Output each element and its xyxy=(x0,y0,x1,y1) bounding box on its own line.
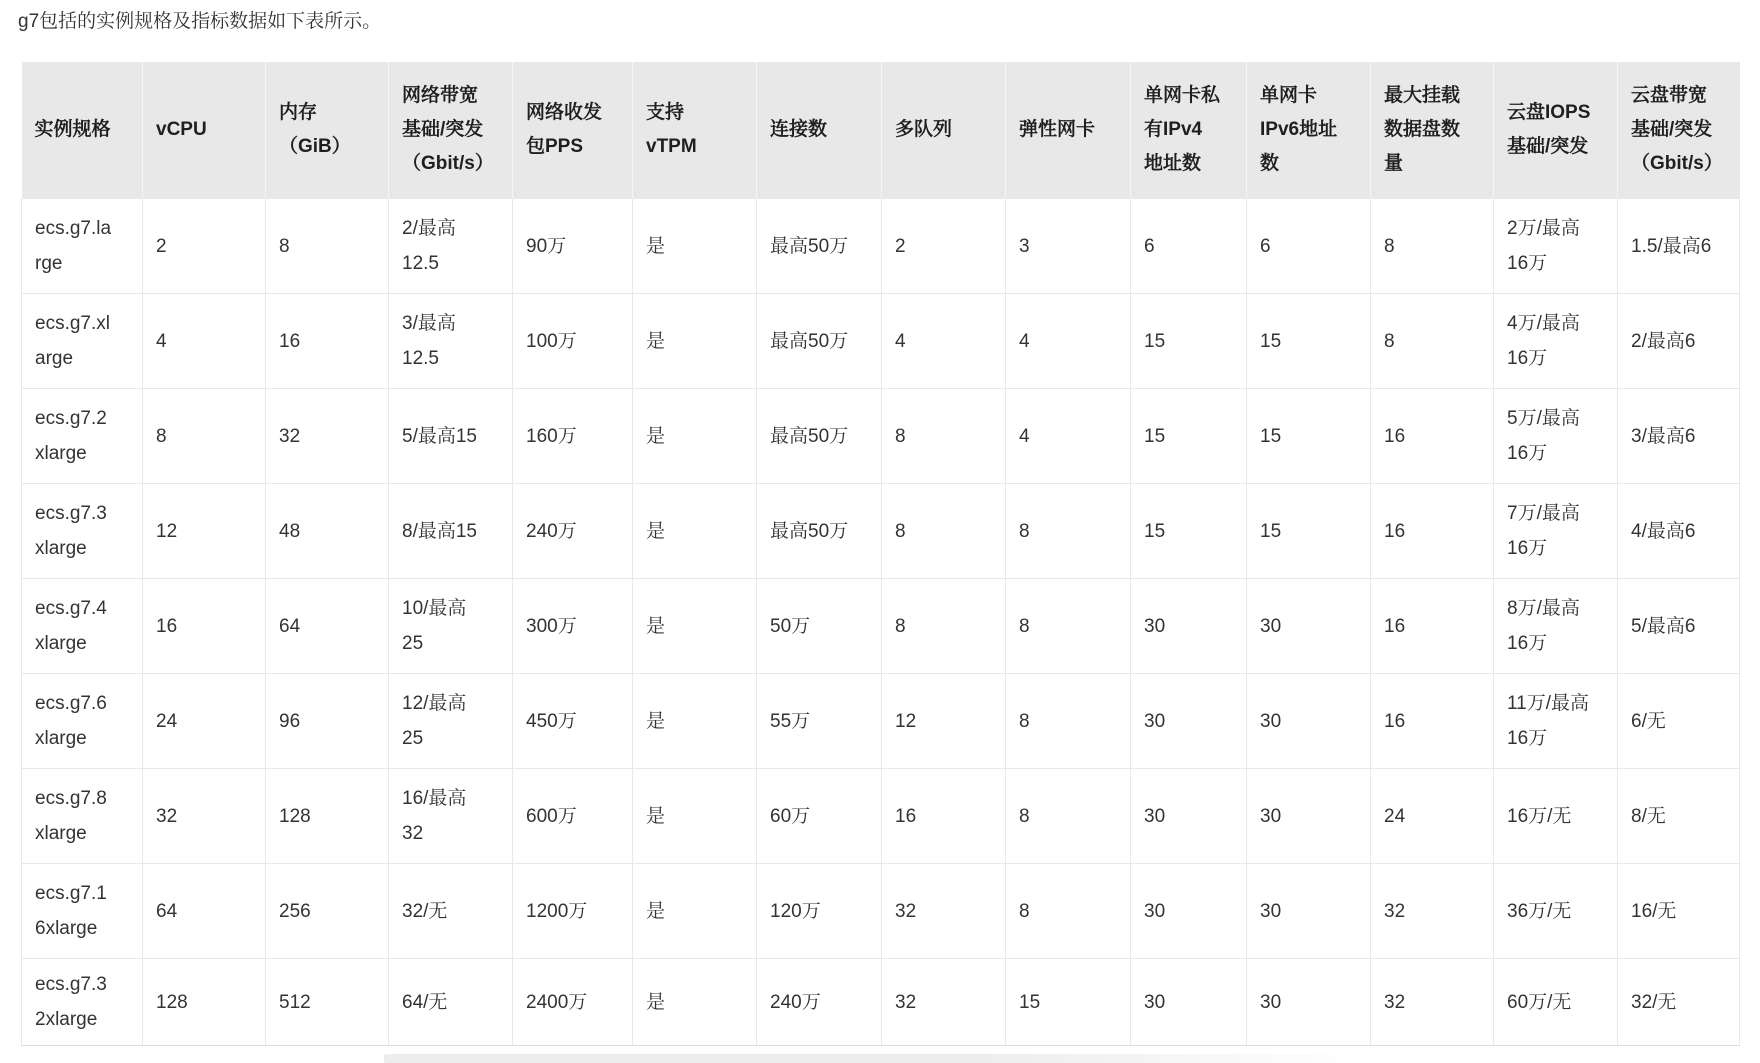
column-header: 最大挂载数据盘数量 xyxy=(1371,62,1494,199)
table-cell: 8/无 xyxy=(1618,769,1740,864)
table-cell: 256 xyxy=(266,864,389,959)
table-cell: 4 xyxy=(1006,389,1131,484)
table-cell: 48 xyxy=(266,484,389,579)
table-cell: 15 xyxy=(1006,959,1131,1046)
table-cell: 8 xyxy=(1006,484,1131,579)
table-cell: 是 xyxy=(633,864,757,959)
table-cell: 最高50万 xyxy=(757,199,882,294)
table-cell: 12 xyxy=(882,674,1006,769)
table-cell: 120万 xyxy=(757,864,882,959)
table-cell: 30 xyxy=(1247,674,1371,769)
table-cell: 160万 xyxy=(513,389,633,484)
table-row xyxy=(22,294,1740,389)
table-cell: 32 xyxy=(882,864,1006,959)
table-cell: 15 xyxy=(1247,389,1371,484)
instance-type-cell: ecs.g7.2xlarge xyxy=(22,389,143,484)
header-row xyxy=(22,62,1740,199)
table-cell: 32 xyxy=(143,769,266,864)
table-cell: 50万 xyxy=(757,579,882,674)
table-cell: 是 xyxy=(633,674,757,769)
table-row xyxy=(22,484,1740,579)
table-cell: 15 xyxy=(1247,294,1371,389)
table-cell: 16 xyxy=(143,579,266,674)
table-cell: 4/最高6 xyxy=(1618,484,1740,579)
table-cell: 600万 xyxy=(513,769,633,864)
column-header: vCPU xyxy=(143,62,266,199)
table-cell: 3/最高12.5 xyxy=(389,294,513,389)
table-cell: 30 xyxy=(1131,959,1247,1046)
table-cell: 8 xyxy=(1006,674,1131,769)
table-cell: 最高50万 xyxy=(757,484,882,579)
table-cell: 96 xyxy=(266,674,389,769)
table-cell: 24 xyxy=(143,674,266,769)
table-cell: 最高50万 xyxy=(757,294,882,389)
table-cell: 30 xyxy=(1247,864,1371,959)
instance-type-cell: ecs.g7.large xyxy=(22,199,143,294)
table-cell: 8/最高15 xyxy=(389,484,513,579)
table-cell: 8 xyxy=(882,484,1006,579)
table-cell: 7万/最高16万 xyxy=(1494,484,1618,579)
table-cell: 2400万 xyxy=(513,959,633,1046)
column-header: 网络带宽基础/突发（Gbit/s） xyxy=(389,62,513,199)
table-cell: 16 xyxy=(1371,674,1494,769)
column-header: 多队列 xyxy=(882,62,1006,199)
table-row xyxy=(22,579,1740,674)
table-cell: 30 xyxy=(1247,579,1371,674)
table-cell: 16/最高32 xyxy=(389,769,513,864)
table-row xyxy=(22,199,1740,294)
table-cell: 16 xyxy=(882,769,1006,864)
table-cell: 12 xyxy=(143,484,266,579)
table-cell: 是 xyxy=(633,959,757,1046)
instance-type-cell: ecs.g7.8xlarge xyxy=(22,769,143,864)
table-cell: 8 xyxy=(1371,199,1494,294)
table-header xyxy=(22,62,1740,199)
table-cell: 是 xyxy=(633,294,757,389)
table-cell: 15 xyxy=(1131,484,1247,579)
table-cell: 16 xyxy=(1371,389,1494,484)
table-cell: 8 xyxy=(1006,769,1131,864)
table-cell: 8 xyxy=(882,389,1006,484)
table-cell: 3 xyxy=(1006,199,1131,294)
table-cell: 6 xyxy=(1131,199,1247,294)
table-cell: 8 xyxy=(1371,294,1494,389)
table-cell: 64/无 xyxy=(389,959,513,1046)
table-cell: 是 xyxy=(633,199,757,294)
table-row xyxy=(22,864,1740,959)
table-cell: 15 xyxy=(1131,294,1247,389)
column-header: 实例规格 xyxy=(22,62,143,199)
table-cell: 2/最高12.5 xyxy=(389,199,513,294)
table-cell: 5万/最高16万 xyxy=(1494,389,1618,484)
table-cell: 128 xyxy=(143,959,266,1046)
table-cell: 8 xyxy=(1006,864,1131,959)
table-cell: 30 xyxy=(1131,769,1247,864)
table-cell: 128 xyxy=(266,769,389,864)
table-cell: 64 xyxy=(143,864,266,959)
table-cell: 6 xyxy=(1247,199,1371,294)
table-cell: 60万/无 xyxy=(1494,959,1618,1046)
table-cell: 16/无 xyxy=(1618,864,1740,959)
column-header: 单网卡IPv6地址数 xyxy=(1247,62,1371,199)
instance-type-cell: ecs.g7.16xlarge xyxy=(22,864,143,959)
table-cell: 90万 xyxy=(513,199,633,294)
table-cell: 512 xyxy=(266,959,389,1046)
table-cell: 240万 xyxy=(757,959,882,1046)
table-cell: 30 xyxy=(1131,864,1247,959)
column-header: 云盘带宽基础/突发（Gbit/s） xyxy=(1618,62,1740,199)
table-cell: 8 xyxy=(266,199,389,294)
table-cell: 8万/最高16万 xyxy=(1494,579,1618,674)
table-cell: 15 xyxy=(1247,484,1371,579)
table-cell: 64 xyxy=(266,579,389,674)
table-cell: 32/无 xyxy=(1618,959,1740,1046)
table-cell: 32 xyxy=(1371,864,1494,959)
instance-spec-table-container xyxy=(21,62,1739,1046)
table-cell: 11万/最高16万 xyxy=(1494,674,1618,769)
table-cell: 32 xyxy=(882,959,1006,1046)
table-cell: 是 xyxy=(633,484,757,579)
table-cell: 450万 xyxy=(513,674,633,769)
table-cell: 32 xyxy=(266,389,389,484)
intro-text: g7包括的实例规格及指标数据如下表所示。 xyxy=(18,11,382,32)
column-header: 云盘IOPS基础/突发 xyxy=(1494,62,1618,199)
table-cell: 8 xyxy=(1006,579,1131,674)
table-row xyxy=(22,959,1740,1046)
table-cell: 8 xyxy=(143,389,266,484)
table-cell: 16万/无 xyxy=(1494,769,1618,864)
table-cell: 30 xyxy=(1131,674,1247,769)
table-cell: 4 xyxy=(1006,294,1131,389)
table-cell: 2 xyxy=(882,199,1006,294)
table-cell: 240万 xyxy=(513,484,633,579)
table-cell: 100万 xyxy=(513,294,633,389)
column-header: 支持vTPM xyxy=(633,62,757,199)
table-row xyxy=(22,769,1740,864)
table-cell: 12/最高25 xyxy=(389,674,513,769)
table-cell: 8 xyxy=(882,579,1006,674)
table-cell: 5/最高15 xyxy=(389,389,513,484)
table-bottom-shadow xyxy=(384,1054,1414,1063)
table-cell: 1200万 xyxy=(513,864,633,959)
table-cell: 30 xyxy=(1247,959,1371,1046)
table-cell: 15 xyxy=(1131,389,1247,484)
table-cell: 36万/无 xyxy=(1494,864,1618,959)
column-header: 单网卡私有IPv4地址数 xyxy=(1131,62,1247,199)
table-cell: 2/最高6 xyxy=(1618,294,1740,389)
table-cell: 2 xyxy=(143,199,266,294)
table-cell: 6/无 xyxy=(1618,674,1740,769)
table-cell: 300万 xyxy=(513,579,633,674)
column-header: 内存（GiB） xyxy=(266,62,389,199)
table-cell: 3/最高6 xyxy=(1618,389,1740,484)
instance-type-cell: ecs.g7.6xlarge xyxy=(22,674,143,769)
column-header: 连接数 xyxy=(757,62,882,199)
table-cell: 4 xyxy=(882,294,1006,389)
table-cell: 16 xyxy=(1371,484,1494,579)
table-cell: 2万/最高16万 xyxy=(1494,199,1618,294)
table-row xyxy=(22,674,1740,769)
table-cell: 最高50万 xyxy=(757,389,882,484)
table-row xyxy=(22,389,1740,484)
table-cell: 16 xyxy=(1371,579,1494,674)
table-cell: 是 xyxy=(633,769,757,864)
table-cell: 是 xyxy=(633,579,757,674)
table-cell: 是 xyxy=(633,389,757,484)
instance-type-cell: ecs.g7.32xlarge xyxy=(22,959,143,1046)
table-cell: 32/无 xyxy=(389,864,513,959)
table-cell: 60万 xyxy=(757,769,882,864)
table-cell: 55万 xyxy=(757,674,882,769)
instance-type-cell: ecs.g7.3xlarge xyxy=(22,484,143,579)
instance-spec-table xyxy=(21,62,1740,1046)
table-cell: 30 xyxy=(1131,579,1247,674)
table-cell: 4万/最高16万 xyxy=(1494,294,1618,389)
table-body xyxy=(22,199,1740,1046)
table-cell: 24 xyxy=(1371,769,1494,864)
instance-type-cell: ecs.g7.xlarge xyxy=(22,294,143,389)
table-cell: 5/最高6 xyxy=(1618,579,1740,674)
table-cell: 1.5/最高6 xyxy=(1618,199,1740,294)
table-cell: 32 xyxy=(1371,959,1494,1046)
table-cell: 30 xyxy=(1247,769,1371,864)
table-cell: 16 xyxy=(266,294,389,389)
table-cell: 10/最高25 xyxy=(389,579,513,674)
column-header: 弹性网卡 xyxy=(1006,62,1131,199)
column-header: 网络收发包PPS xyxy=(513,62,633,199)
table-cell: 4 xyxy=(143,294,266,389)
instance-type-cell: ecs.g7.4xlarge xyxy=(22,579,143,674)
